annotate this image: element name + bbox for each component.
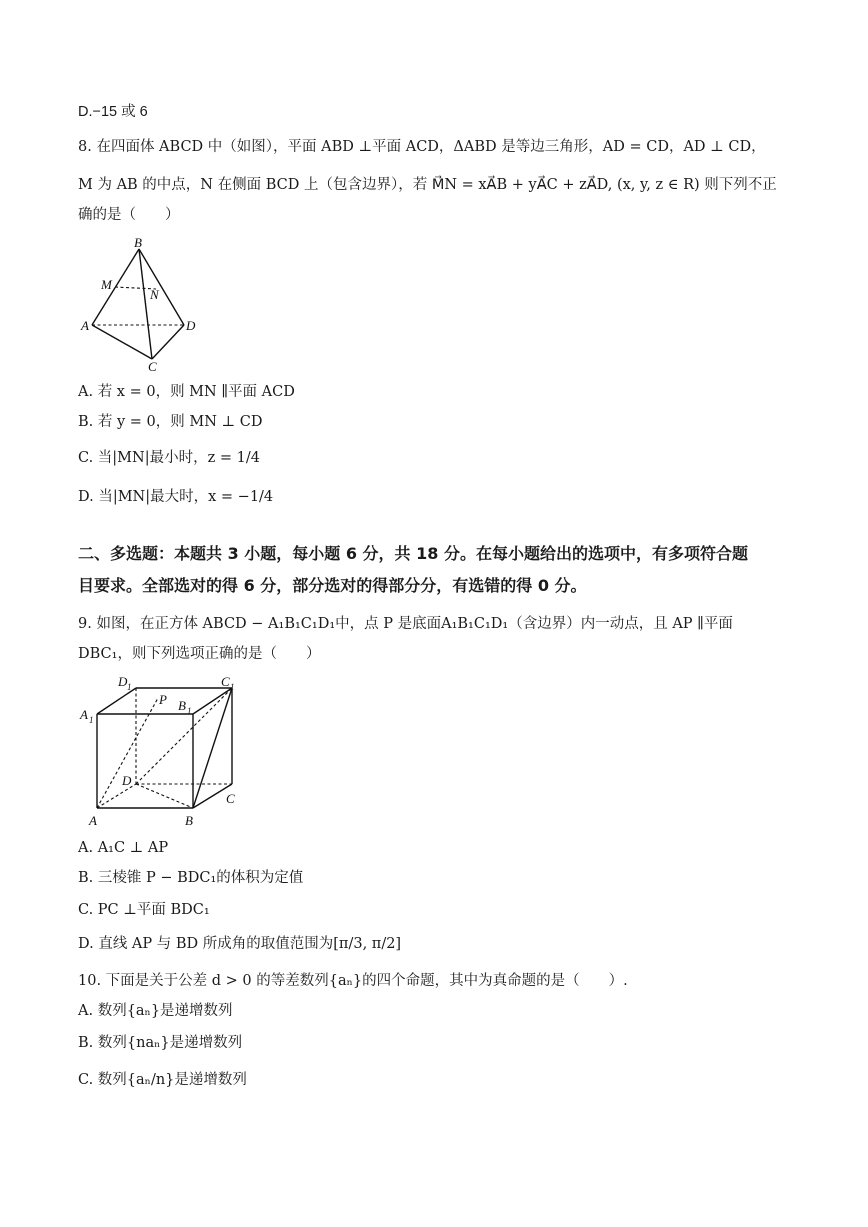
- option-a-q9: A. A₁C ⊥ AP: [78, 840, 169, 856]
- label-d: D: [122, 773, 132, 788]
- question-9-stem-line1: 9. 如图，在正方体 ABCD − A₁B₁C₁D₁中，点 P 是底面A₁B₁C₁D₁（含边界）内一动点，且 AP ∥平面: [78, 616, 733, 632]
- option-a-q8: A. 若 x = 0，则 MN ∥平面 ACD: [78, 384, 295, 400]
- label-c: C: [226, 791, 235, 806]
- question-8-stem-line3: 确的是（ ）: [78, 207, 180, 223]
- option-c-q9: C. PC ⊥平面 BDC₁: [78, 902, 210, 918]
- option-c-q8: C. 当|MN|最小时，z = 1/4: [78, 450, 260, 466]
- option-c-q10: C. 数列{aₙ/n}是递增数列: [78, 1072, 247, 1088]
- option-b-q8: B. 若 y = 0，则 MN ⊥ CD: [78, 414, 263, 430]
- svg-text:1: 1: [187, 706, 192, 716]
- label-a: A: [89, 813, 97, 828]
- section-heading-line1: 二、多选题：本题共 3 小题，每小题 6 分，共 18 分。在每小题给出的选项中，有多项符合题: [78, 544, 748, 563]
- question-9-stem-line2: DBC₁，则下列选项正确的是（ ）: [78, 646, 321, 662]
- label-m: M: [101, 277, 112, 292]
- option-a-q10: A. 数列{aₙ}是递增数列: [78, 1003, 233, 1019]
- question-10-stem: 10. 下面是关于公差 d > 0 的等差数列{aₙ}的四个命题，其中为真命题的是（ ）.: [78, 973, 628, 989]
- label-a1: A: [80, 707, 88, 722]
- question-8-stem-line2: M 为 AB 的中点，N 在侧面 BCD 上（包含边界），若 M⃗N = xA⃗B + yA⃗C + zA⃗D, (x, y, z ∈ R) 则下列不正: [78, 177, 777, 193]
- option-d-q9: D. 直线 AP 与 BD 所成角的取值范围为[π/3, π/2]: [78, 936, 402, 952]
- option-d-q7: D.−15 或 6: [78, 104, 148, 120]
- label-b1: B: [178, 698, 186, 713]
- option-b-q9: B. 三棱锥 P − BDC₁的体积为定值: [78, 870, 304, 886]
- tetrahedron-figure: [80, 238, 210, 373]
- label-d: D: [186, 318, 196, 333]
- svg-text:1: 1: [230, 682, 235, 692]
- section-heading-line2: 目要求。全部选对的得 6 分，部分选对的得部分分，有选错的得 0 分。: [78, 576, 587, 595]
- label-c: C: [148, 359, 157, 373]
- label-p: P: [159, 692, 167, 707]
- question-8-stem-line1: 8. 在四面体 ABCD 中（如图），平面 ABD ⊥平面 ACD，ΔABD 是等边三角形，AD = CD，AD ⊥ CD，: [78, 139, 766, 155]
- label-b: B: [185, 813, 193, 828]
- label-d1: D: [118, 674, 128, 689]
- option-d-q8: D. 当|MN|最大时，x = −1/4: [78, 489, 274, 505]
- svg-text:1: 1: [89, 715, 94, 725]
- cube-figure: [78, 672, 248, 832]
- svg-text:1: 1: [127, 682, 132, 692]
- label-c1: C: [221, 674, 230, 689]
- label-n: N: [150, 287, 159, 302]
- option-b-q10: B. 数列{naₙ}是递增数列: [78, 1035, 243, 1051]
- label-b: B: [134, 238, 142, 250]
- label-a: A: [81, 318, 89, 333]
